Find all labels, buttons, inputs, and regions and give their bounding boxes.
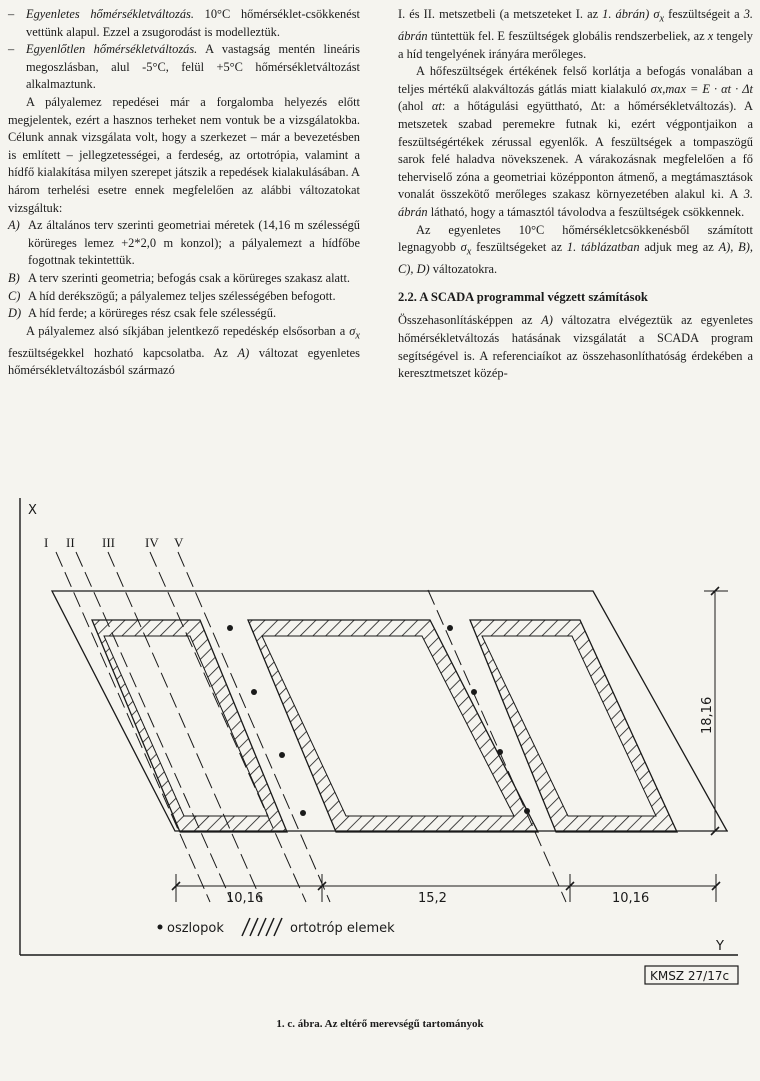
column-dot [279,752,285,758]
column-dot [227,625,233,631]
dim-height: 18,16 [700,696,715,734]
left-column [8,6,360,380]
dim-left: 10,16 [226,891,264,906]
paragraph-results: Az egyenletes 10°C hőmérsékletcsökkenésből számított legnagyobb $\sigma_x$ feszültségeket az 1. táblázatban adjuk meg az A), B), C), D) változatokra. [398,222,753,277]
bullet-text: A vastagság mentén lineáris megoszlásban, alul -5°C, felül +5°C hőmérsékletváltozást alkalmaztunk. [26,42,360,92]
bullet-nonuniform-temp: – Egyenlőtlen hőmérsékletváltozás. A vastagság mentén lineáris megoszlásban, alul -5°C, felül +5°C hőmérsékletváltozást alkalmaztunk. [8,42,360,92]
section-heading: 2.2. A SCADA programmal végzett számítások [398,289,648,304]
dim-right: 10,16 [612,891,650,906]
option-c: C) A híd derékszögű; a pályalemez teljes szélességében befogott. [8,288,336,303]
bullet-term: Egyenlőtlen hőmérsékletváltozás. [26,42,198,57]
legend-hatch-icon [242,918,282,936]
right-column [398,6,753,383]
paragraph-scada: Összehasonlításképpen az A) változatra elvégeztük az egyenletes hőmérsékletváltozás hatásának vizsgálatát a SCADA program segítségével is. A referenciaíkot az összehasonlíthatóság érdekében a keresztmetszet közép- [398,313,753,381]
section-label-v: V [174,535,184,550]
figure-caption: 1. c. ábra. Az eltérő merevségű tartományok [276,1018,484,1030]
axis-y-label: Y [716,939,724,954]
column-dot [471,689,477,695]
option-d: D) A híd ferde; a körüreges rész csak fele szélességű. [8,306,277,321]
section-label-ii: II [66,535,75,550]
section-label-iii: III [102,535,115,550]
column-dot [497,749,503,755]
drawing-stamp: KMSZ 27/17c [650,969,730,983]
dim-middle: 15,2 [418,891,447,906]
option-a: A) Az általános terv szerinti geometriai méretek (14,16 m szélességű körüreges lemez +2*2,0 m konzol); a pályalemezt a hídfőbe fogottnak tekintettük. [8,218,360,268]
bullet-uniform-temp: – Egyenletes hőmérsékletváltozás. 10°C hőmérséklet-csökkenést vettünk alapul. Ezzel a zsugorodást is modelleztük. [8,7,360,39]
column-dot [300,810,306,816]
paragraph-cracks: A pályalemez repedései már a forgalomba helyezés előtt megjelentek, ezért a hasznos terheket nem vontuk be a vizsgálatokba. Célunk annak vizsgálata volt, hogy a szerkezet – már a bevezetésben is említett – jellegzetességei, a ferdeség, az ortotrópia, valamint a hídfő kialakítása milyen szerepet játszik a repedések kialakulásában. A három terhelési esetre ennek megfelelően az alábbi változatokat vizsgáltuk: [8,94,360,215]
bullet-text: 10°C hőmérséklet-csökkenést vettünk alapul. Ezzel a zsugorodást is modelleztük. [26,7,360,39]
column-dot [524,808,530,814]
legend-orthotropic: ortotróp elemek [290,921,395,936]
section-label-i: I [44,535,49,550]
section-label-iv: IV [145,535,159,550]
column-dot [251,689,257,695]
option-b: B) A terv szerinti geometria; befogás csak a körüreges szakasz alatt. [8,270,351,285]
stiffness-regions-figure [0,490,760,1010]
legend-columns: oszlopok [167,921,224,936]
paragraph-sections: I. és II. metszetbeli (a metszeteket I. az 1. ábrán) $\sigma_x$ feszültségeit a 3. ábrán tüntettük fel. E feszültségek globális rendszerbeliek, az x tengely a híd tengelyének irányára merőleges. [398,7,754,61]
column-dot [447,625,453,631]
legend-dot-icon [158,925,163,930]
paragraph-thermal-stress: A hőfeszültségek értékének felső korlátja a befogás vonalában a teljes mértékű alakváltozás gátlás miatt kialakuló σx,max = E · αt · Δt (ahol αt: a hőtágulási együttható, Δt: a hőmérsékletváltozás). A metszetek szabad peremekre futnak ki, ezért végpontjaikon a feszültségértékek zérussal egyenlők. A feszültségek a tompaszögű sarok felé haladva növekszenek. A várakozásnak megfelelően a fő teherviselő zóna a geometriai középponton átmenő, a megtámasztások vonalát összekötő merőleges szakasz környezetében alakul ki. A 3. ábrán látható, hogy a támasztól távolodva a feszültségek csökkennek. [398,64,753,219]
axis-x-label: X [28,503,37,518]
bullet-term: Egyenletes hőmérsékletváltozás. [26,7,194,21]
paragraph-crack-pattern: A pályalemez alsó síkjában jelentkező repedéskép elsősorban a $\sigma_x$ feszültségekkel hozható kapcsolatba. Az A) változat egyenletes hőmérsékletváltozásból származó [8,323,360,378]
